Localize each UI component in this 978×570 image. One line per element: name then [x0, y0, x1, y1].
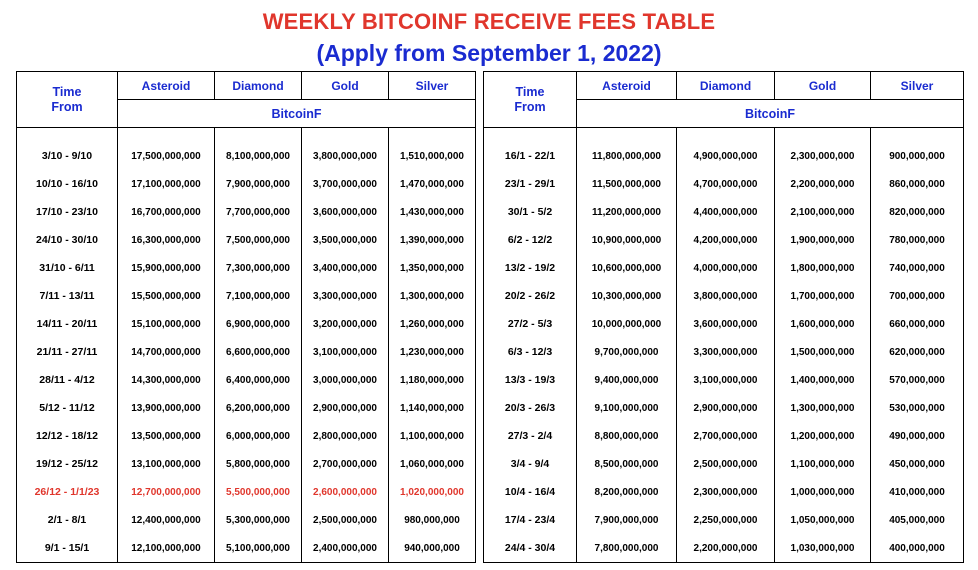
asteroid-fee-cell: 8,200,000,000 — [577, 478, 677, 506]
diamond-fee-cell: 7,700,000,000 — [215, 198, 302, 226]
table-row — [484, 478, 964, 506]
asteroid-fee-cell: 12,400,000,000 — [118, 506, 215, 534]
period-cell: 23/1 - 29/1 — [484, 170, 577, 198]
gold-fee-cell: 1,400,000,000 — [775, 366, 871, 394]
asteroid-fee-cell: 13,500,000,000 — [118, 422, 215, 450]
diamond-fee-cell: 7,500,000,000 — [215, 226, 302, 254]
silver-fee-cell: 450,000,000 — [871, 450, 964, 478]
silver-fee-cell: 940,000,000 — [389, 534, 476, 563]
table-row — [484, 310, 964, 338]
table-row — [484, 254, 964, 282]
silver-fee-cell: 860,000,000 — [871, 170, 964, 198]
asteroid-fee-cell: 9,100,000,000 — [577, 394, 677, 422]
silver-fee-cell: 1,470,000,000 — [389, 170, 476, 198]
diamond-fee-cell: 4,700,000,000 — [677, 170, 775, 198]
spacer-cell — [484, 128, 577, 143]
spacer-cell — [677, 128, 775, 143]
asteroid-fee-cell: 7,800,000,000 — [577, 534, 677, 563]
silver-fee-cell: 1,180,000,000 — [389, 366, 476, 394]
period-cell: 21/11 - 27/11 — [17, 338, 118, 366]
gold-fee-cell: 2,900,000,000 — [302, 394, 389, 422]
table-row — [484, 198, 964, 226]
diamond-fee-cell: 7,300,000,000 — [215, 254, 302, 282]
diamond-fee-cell: 2,250,000,000 — [677, 506, 775, 534]
table-row — [484, 282, 964, 310]
diamond-fee-cell: 4,900,000,000 — [677, 142, 775, 170]
asteroid-fee-cell: 10,900,000,000 — [577, 226, 677, 254]
table-row — [484, 534, 964, 563]
gold-fee-cell: 3,400,000,000 — [302, 254, 389, 282]
table-row — [17, 394, 476, 422]
fees-table-body-left — [17, 128, 476, 563]
silver-fee-cell: 1,100,000,000 — [389, 422, 476, 450]
asteroid-fee-cell: 10,000,000,000 — [577, 310, 677, 338]
silver-fee-cell: 980,000,000 — [389, 506, 476, 534]
gold-fee-cell: 1,600,000,000 — [775, 310, 871, 338]
document-title: WEEKLY BITCOINF RECEIVE FEES TABLE — [262, 9, 716, 34]
gold-fee-cell: 1,700,000,000 — [775, 282, 871, 310]
diamond-fee-cell: 2,200,000,000 — [677, 534, 775, 563]
table-row — [17, 338, 476, 366]
silver-fee-cell: 1,430,000,000 — [389, 198, 476, 226]
period-cell: 6/2 - 12/2 — [484, 226, 577, 254]
table-row — [484, 366, 964, 394]
silver-fee-cell: 530,000,000 — [871, 394, 964, 422]
gold-fee-cell: 1,800,000,000 — [775, 254, 871, 282]
silver-fee-cell: 700,000,000 — [871, 282, 964, 310]
diamond-fee-cell: 6,900,000,000 — [215, 310, 302, 338]
table-row — [484, 450, 964, 478]
silver-fee-cell: 1,350,000,000 — [389, 254, 476, 282]
asteroid-fee-cell: 14,700,000,000 — [118, 338, 215, 366]
table-row — [484, 170, 964, 198]
table-row — [17, 170, 476, 198]
asteroid-fee-cell: 10,300,000,000 — [577, 282, 677, 310]
asteroid-fee-cell: 11,800,000,000 — [577, 142, 677, 170]
period-cell: 16/1 - 22/1 — [484, 142, 577, 170]
diamond-fee-cell: 5,500,000,000 — [215, 478, 302, 506]
period-cell: 10/4 - 16/4 — [484, 478, 577, 506]
gold-fee-cell: 1,200,000,000 — [775, 422, 871, 450]
table-row — [17, 366, 476, 394]
gold-fee-cell: 1,050,000,000 — [775, 506, 871, 534]
diamond-fee-cell: 2,500,000,000 — [677, 450, 775, 478]
gold-fee-cell: 2,800,000,000 — [302, 422, 389, 450]
gold-fee-cell: 1,000,000,000 — [775, 478, 871, 506]
column-header-silver: Silver — [389, 72, 476, 100]
document-subtitle: (Apply from September 1, 2022) — [316, 40, 662, 66]
gold-fee-cell: 3,500,000,000 — [302, 226, 389, 254]
time-from-header — [484, 72, 577, 128]
asteroid-fee-cell: 16,700,000,000 — [118, 198, 215, 226]
gold-fee-cell: 1,300,000,000 — [775, 394, 871, 422]
diamond-fee-cell: 3,100,000,000 — [677, 366, 775, 394]
period-cell: 10/10 - 16/10 — [17, 170, 118, 198]
period-cell: 12/12 - 18/12 — [17, 422, 118, 450]
diamond-fee-cell: 6,600,000,000 — [215, 338, 302, 366]
table-row — [17, 226, 476, 254]
asteroid-fee-cell: 15,100,000,000 — [118, 310, 215, 338]
from-label: From — [514, 99, 546, 114]
asteroid-fee-cell: 13,100,000,000 — [118, 450, 215, 478]
asteroid-fee-cell: 12,700,000,000 — [118, 478, 215, 506]
fees-table-right — [483, 71, 964, 563]
column-header-asteroid: Asteroid — [577, 72, 677, 100]
spacer-row — [484, 128, 964, 143]
silver-fee-cell: 405,000,000 — [871, 506, 964, 534]
gold-fee-cell: 2,400,000,000 — [302, 534, 389, 563]
asteroid-fee-cell: 12,100,000,000 — [118, 534, 215, 563]
silver-fee-cell: 490,000,000 — [871, 422, 964, 450]
column-header-gold: Gold — [775, 72, 871, 100]
asteroid-fee-cell: 7,900,000,000 — [577, 506, 677, 534]
diamond-fee-cell: 4,400,000,000 — [677, 198, 775, 226]
period-cell: 13/3 - 19/3 — [484, 366, 577, 394]
period-cell: 17/10 - 23/10 — [17, 198, 118, 226]
gold-fee-cell: 3,200,000,000 — [302, 310, 389, 338]
period-cell: 3/4 - 9/4 — [484, 450, 577, 478]
column-header-diamond: Diamond — [677, 72, 775, 100]
period-cell: 28/11 - 4/12 — [17, 366, 118, 394]
spacer-cell — [118, 128, 215, 143]
period-cell: 24/10 - 30/10 — [17, 226, 118, 254]
silver-fee-cell: 1,060,000,000 — [389, 450, 476, 478]
currency-header: BitcoinF — [577, 100, 964, 128]
time-from-header — [17, 72, 118, 128]
diamond-fee-cell: 5,300,000,000 — [215, 506, 302, 534]
diamond-fee-cell: 2,300,000,000 — [677, 478, 775, 506]
period-cell: 14/11 - 20/11 — [17, 310, 118, 338]
period-cell: 7/11 - 13/11 — [17, 282, 118, 310]
spacer-cell — [389, 128, 476, 143]
period-cell: 3/10 - 9/10 — [17, 142, 118, 170]
period-cell: 17/4 - 23/4 — [484, 506, 577, 534]
silver-fee-cell: 410,000,000 — [871, 478, 964, 506]
gold-fee-cell: 2,300,000,000 — [775, 142, 871, 170]
diamond-fee-cell: 2,900,000,000 — [677, 394, 775, 422]
asteroid-fee-cell: 8,800,000,000 — [577, 422, 677, 450]
silver-fee-cell: 1,510,000,000 — [389, 142, 476, 170]
asteroid-fee-cell: 14,300,000,000 — [118, 366, 215, 394]
silver-fee-cell: 1,390,000,000 — [389, 226, 476, 254]
gold-fee-cell: 1,900,000,000 — [775, 226, 871, 254]
spacer-row — [17, 128, 476, 143]
from-label: From — [51, 99, 83, 114]
column-header-gold: Gold — [302, 72, 389, 100]
fees-table-left — [16, 71, 476, 563]
gold-fee-cell: 2,700,000,000 — [302, 450, 389, 478]
diamond-fee-cell: 8,100,000,000 — [215, 142, 302, 170]
gold-fee-cell: 2,100,000,000 — [775, 198, 871, 226]
table-row — [484, 422, 964, 450]
column-header-diamond: Diamond — [215, 72, 302, 100]
asteroid-fee-cell: 17,100,000,000 — [118, 170, 215, 198]
table-row-current-week — [17, 478, 476, 506]
silver-fee-cell: 620,000,000 — [871, 338, 964, 366]
period-cell: 24/4 - 30/4 — [484, 534, 577, 563]
gold-fee-cell: 3,600,000,000 — [302, 198, 389, 226]
spacer-cell — [775, 128, 871, 143]
gold-fee-cell: 3,100,000,000 — [302, 338, 389, 366]
silver-fee-cell: 570,000,000 — [871, 366, 964, 394]
gold-fee-cell: 1,500,000,000 — [775, 338, 871, 366]
table-row — [17, 198, 476, 226]
diamond-fee-cell: 3,300,000,000 — [677, 338, 775, 366]
diamond-fee-cell: 6,400,000,000 — [215, 366, 302, 394]
asteroid-fee-cell: 9,700,000,000 — [577, 338, 677, 366]
asteroid-fee-cell: 11,200,000,000 — [577, 198, 677, 226]
diamond-fee-cell: 4,000,000,000 — [677, 254, 775, 282]
silver-fee-cell: 820,000,000 — [871, 198, 964, 226]
asteroid-fee-cell: 15,900,000,000 — [118, 254, 215, 282]
asteroid-fee-cell: 8,500,000,000 — [577, 450, 677, 478]
silver-fee-cell: 1,230,000,000 — [389, 338, 476, 366]
period-cell: 26/12 - 1/1/23 — [17, 478, 118, 506]
asteroid-fee-cell: 13,900,000,000 — [118, 394, 215, 422]
gold-fee-cell: 2,500,000,000 — [302, 506, 389, 534]
diamond-fee-cell: 5,800,000,000 — [215, 450, 302, 478]
period-cell: 5/12 - 11/12 — [17, 394, 118, 422]
period-cell: 9/1 - 15/1 — [17, 534, 118, 563]
gold-fee-cell: 2,200,000,000 — [775, 170, 871, 198]
table-row — [17, 282, 476, 310]
gold-fee-cell: 1,030,000,000 — [775, 534, 871, 563]
asteroid-fee-cell: 9,400,000,000 — [577, 366, 677, 394]
time-label: Time — [515, 84, 545, 99]
spacer-cell — [215, 128, 302, 143]
currency-header: BitcoinF — [118, 100, 476, 128]
silver-fee-cell: 1,140,000,000 — [389, 394, 476, 422]
asteroid-fee-cell: 17,500,000,000 — [118, 142, 215, 170]
period-cell: 2/1 - 8/1 — [17, 506, 118, 534]
table-row — [17, 254, 476, 282]
gold-fee-cell: 2,600,000,000 — [302, 478, 389, 506]
silver-fee-cell: 400,000,000 — [871, 534, 964, 563]
period-cell: 19/12 - 25/12 — [17, 450, 118, 478]
table-row — [17, 534, 476, 563]
column-header-silver: Silver — [871, 72, 964, 100]
diamond-fee-cell: 3,800,000,000 — [677, 282, 775, 310]
table-row — [484, 142, 964, 170]
table-row — [484, 394, 964, 422]
silver-fee-cell: 780,000,000 — [871, 226, 964, 254]
table-row — [484, 338, 964, 366]
silver-fee-cell: 900,000,000 — [871, 142, 964, 170]
silver-fee-cell: 1,260,000,000 — [389, 310, 476, 338]
table-row — [484, 506, 964, 534]
silver-fee-cell: 1,300,000,000 — [389, 282, 476, 310]
table-row — [17, 506, 476, 534]
silver-fee-cell: 660,000,000 — [871, 310, 964, 338]
gold-fee-cell: 3,800,000,000 — [302, 142, 389, 170]
period-cell: 6/3 - 12/3 — [484, 338, 577, 366]
gold-fee-cell: 3,700,000,000 — [302, 170, 389, 198]
fees-table-body-right — [484, 128, 964, 563]
diamond-fee-cell: 7,900,000,000 — [215, 170, 302, 198]
period-cell: 20/2 - 26/2 — [484, 282, 577, 310]
silver-fee-cell: 740,000,000 — [871, 254, 964, 282]
gold-fee-cell: 1,100,000,000 — [775, 450, 871, 478]
asteroid-fee-cell: 15,500,000,000 — [118, 282, 215, 310]
period-cell: 27/2 - 5/3 — [484, 310, 577, 338]
asteroid-fee-cell: 10,600,000,000 — [577, 254, 677, 282]
diamond-fee-cell: 6,200,000,000 — [215, 394, 302, 422]
diamond-fee-cell: 5,100,000,000 — [215, 534, 302, 563]
time-label: Time — [52, 84, 82, 99]
period-cell: 13/2 - 19/2 — [484, 254, 577, 282]
gold-fee-cell: 3,300,000,000 — [302, 282, 389, 310]
spacer-cell — [302, 128, 389, 143]
spacer-cell — [17, 128, 118, 143]
period-cell: 31/10 - 6/11 — [17, 254, 118, 282]
diamond-fee-cell: 2,700,000,000 — [677, 422, 775, 450]
diamond-fee-cell: 7,100,000,000 — [215, 282, 302, 310]
table-row — [17, 450, 476, 478]
asteroid-fee-cell: 16,300,000,000 — [118, 226, 215, 254]
spacer-cell — [577, 128, 677, 143]
table-row — [484, 226, 964, 254]
period-cell: 30/1 - 5/2 — [484, 198, 577, 226]
spacer-cell — [871, 128, 964, 143]
diamond-fee-cell: 4,200,000,000 — [677, 226, 775, 254]
asteroid-fee-cell: 11,500,000,000 — [577, 170, 677, 198]
period-cell: 27/3 - 2/4 — [484, 422, 577, 450]
table-row — [17, 310, 476, 338]
table-row — [17, 142, 476, 170]
silver-fee-cell: 1,020,000,000 — [389, 478, 476, 506]
period-cell: 20/3 - 26/3 — [484, 394, 577, 422]
diamond-fee-cell: 6,000,000,000 — [215, 422, 302, 450]
column-header-asteroid: Asteroid — [118, 72, 215, 100]
table-row — [17, 422, 476, 450]
gold-fee-cell: 3,000,000,000 — [302, 366, 389, 394]
diamond-fee-cell: 3,600,000,000 — [677, 310, 775, 338]
